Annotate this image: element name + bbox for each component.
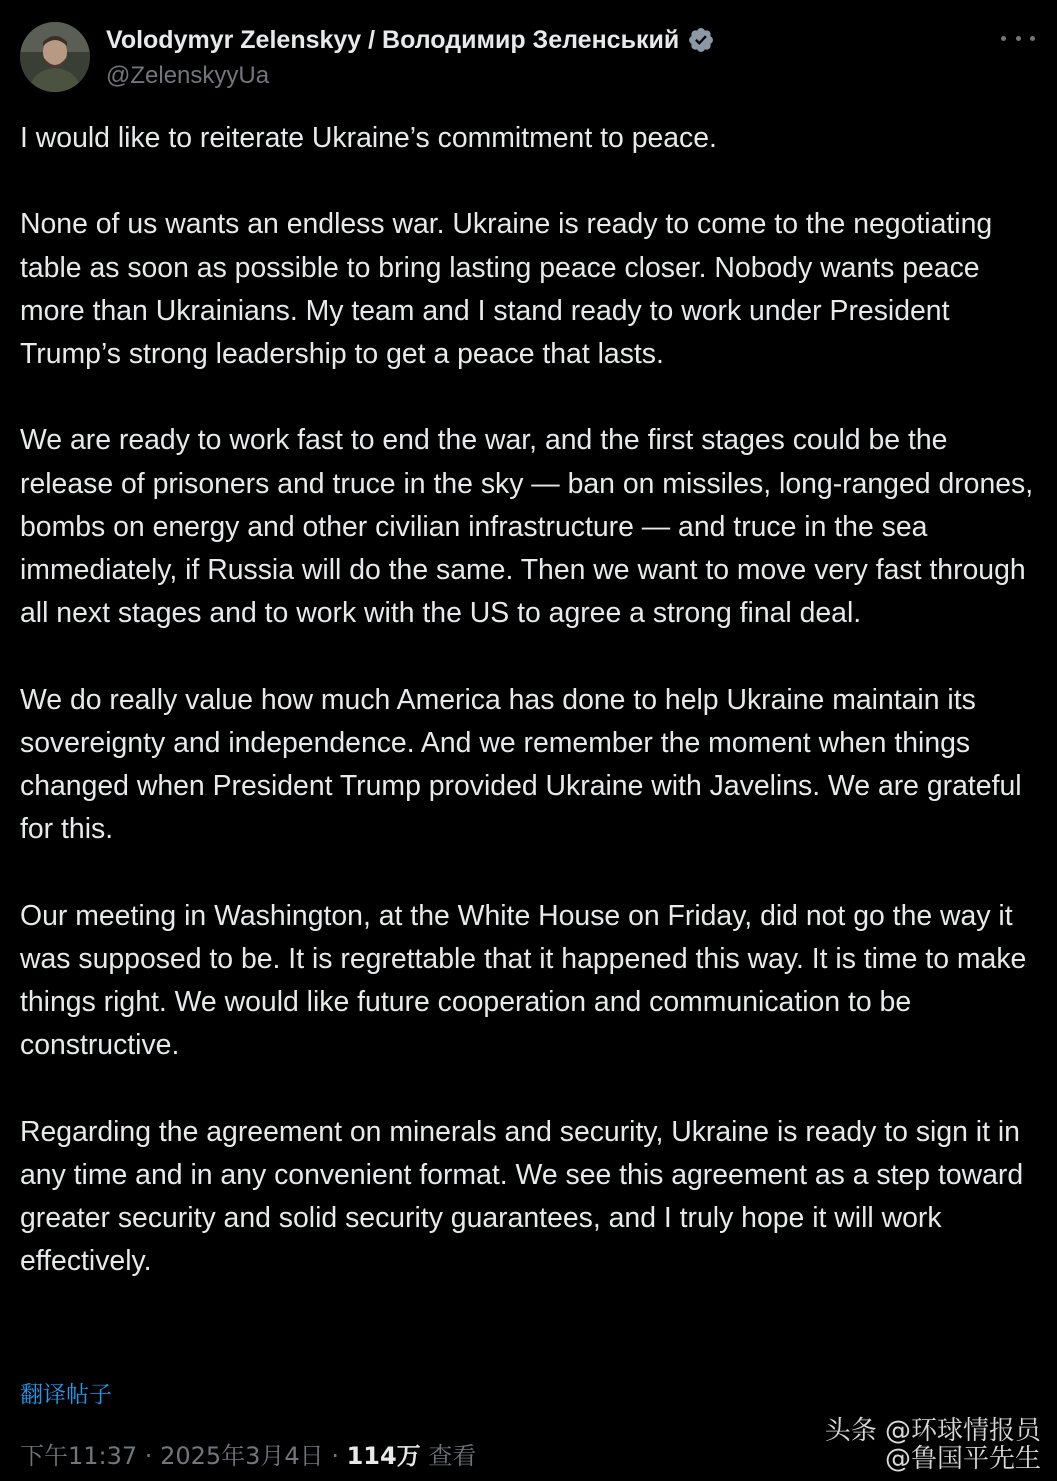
tweet-paragraph: Regarding the agreement on minerals and security, Ukraine is ready to sign it in any time and in any convenient format. We see this agreement as a step toward greater security and solid security guarantees, and I truly hope it will work effectively. bbox=[20, 1115, 1024, 1278]
meta-separator: · bbox=[323, 1442, 347, 1470]
watermark bbox=[825, 1417, 1041, 1473]
tweet-paragraph: I would like to reiterate Ukraine’s commitment to peace. bbox=[20, 122, 717, 154]
watermark-line-1: 头条 @环球情报员 bbox=[824, 1416, 1041, 1446]
display-name[interactable]: Volodymyr Zelenskyy / Володимир Зеленський bbox=[106, 25, 680, 54]
views-count: 114万 bbox=[346, 1442, 421, 1470]
avatar[interactable] bbox=[20, 22, 90, 92]
more-horizontal-icon[interactable] bbox=[1001, 26, 1035, 50]
tweet-text bbox=[20, 117, 1048, 1283]
post-date[interactable]: 2025年3月4日 bbox=[160, 1442, 324, 1470]
tweet-paragraph: We do really value how much America has done to help Ukraine maintain its sovereignty and independence. And we remember the moment when things changed when President Trump provided Ukraine with Javelins. We are grateful for this. bbox=[20, 683, 1022, 846]
meta-separator: · bbox=[137, 1442, 161, 1470]
author-handle[interactable]: @ZelenskyyUa bbox=[106, 62, 270, 89]
post-time[interactable]: 下午11:37 bbox=[20, 1442, 138, 1470]
tweet-paragraph: We are ready to work fast to end the war, and the first stages could be the release of prisoners and truce in the sky — ban on missiles, long-ranged drones, bombs on energy and other civilian infrastructure — and truce in the sea immediately, if Russia will do the same. Then we want to move very fast through all next stages and to work with the US to agree a strong final deal. bbox=[20, 424, 1034, 630]
author-names bbox=[106, 24, 715, 90]
tweet-paragraph: None of us wants an endless war. Ukraine is ready to come to the negotiating table as soon as possible to bring lasting peace closer. Nobody wants peace more than Ukrainians. My team and I stand ready to work under President Trump’s strong leadership to get a peace that lasts. bbox=[20, 208, 993, 370]
translate-post-link[interactable]: 翻译帖子 bbox=[20, 1382, 112, 1408]
views-label: 查看 bbox=[428, 1442, 477, 1470]
tweet-header bbox=[20, 22, 1037, 92]
watermark-line-2: @鲁国平先生 bbox=[884, 1444, 1041, 1474]
tweet-paragraph: Our meeting in Washington, at the White House on Friday, did not go the way it was supposed to be. It is regrettable that it happened this way. It is time to make things right. We would like future cooperation and communication to be constructive. bbox=[20, 899, 1027, 1062]
verified-badge-icon bbox=[687, 26, 715, 54]
tweet-meta bbox=[20, 1436, 476, 1471]
